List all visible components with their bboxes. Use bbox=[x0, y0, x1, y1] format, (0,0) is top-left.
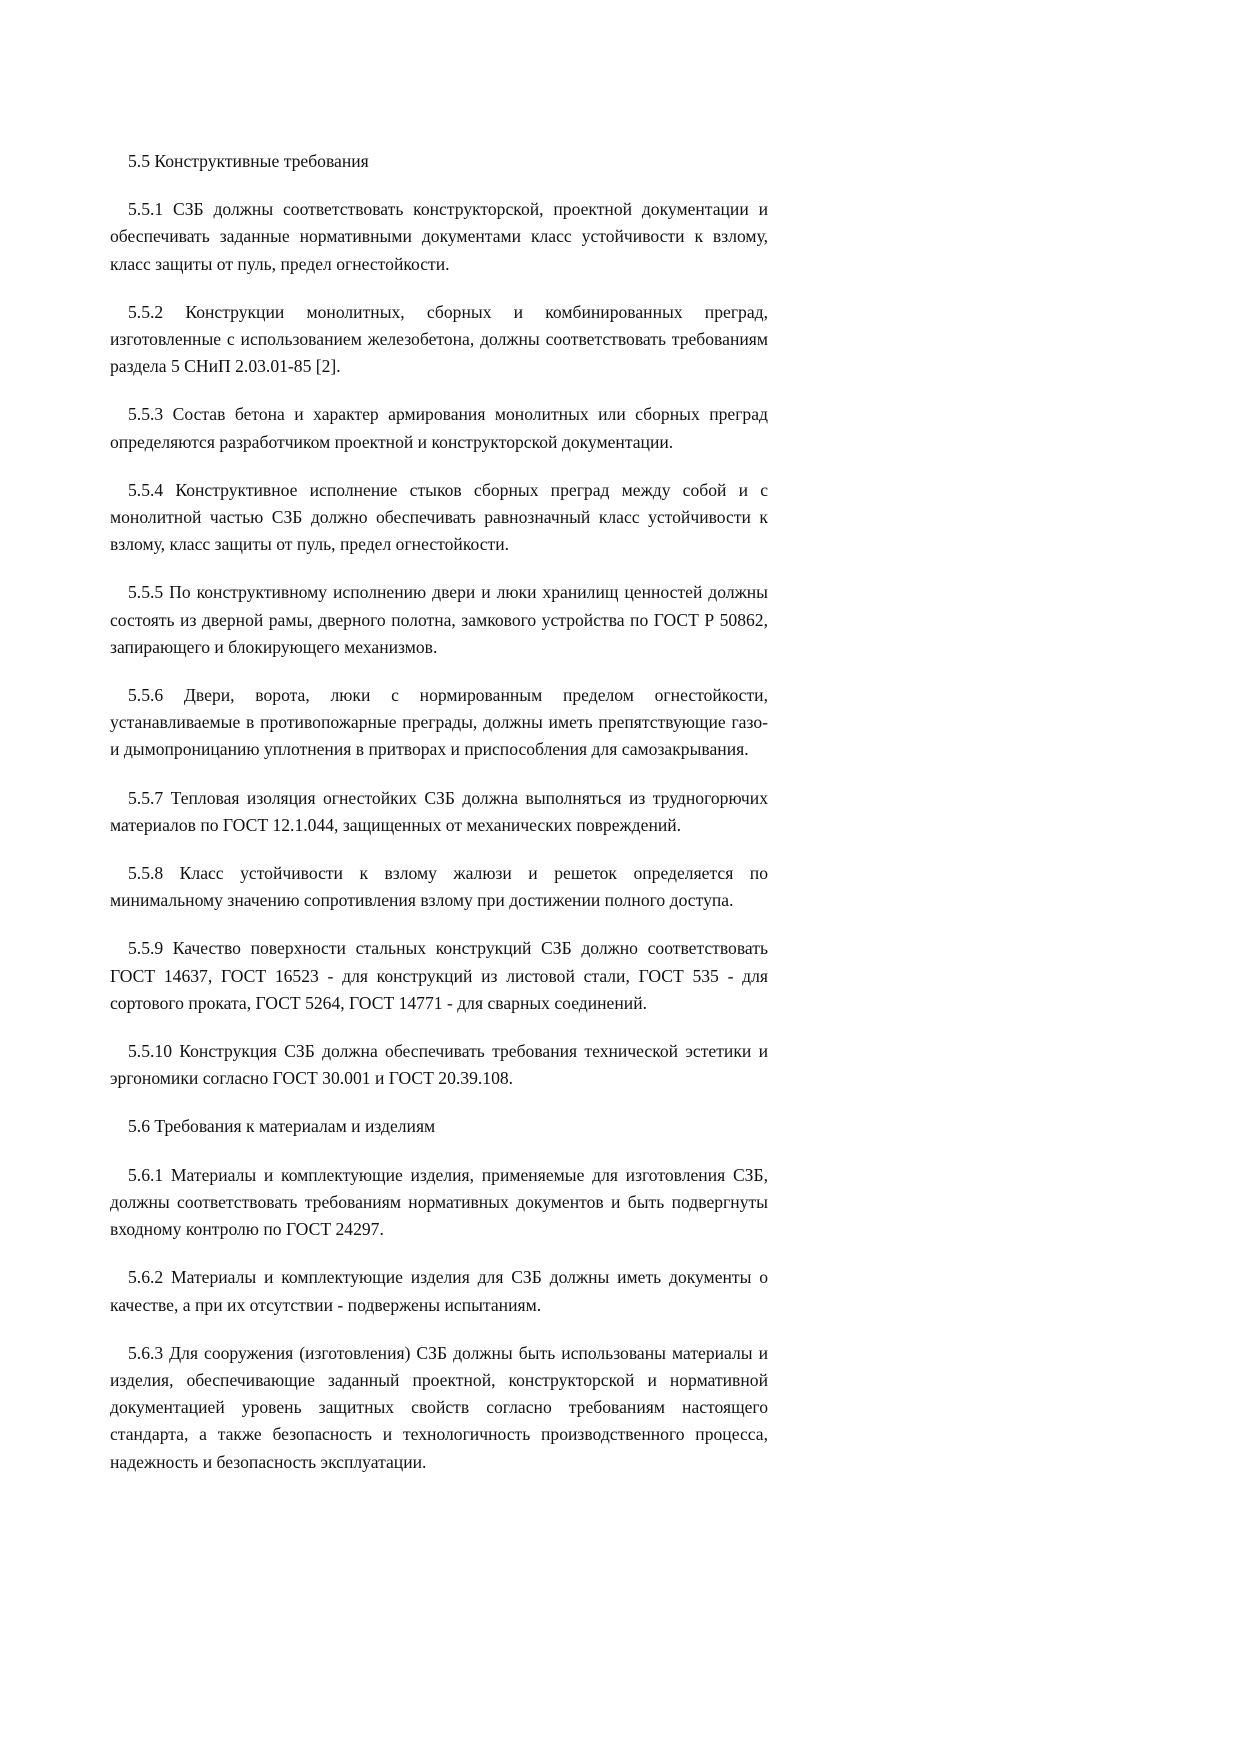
clause-paragraph-5-6-2: 5.6.2 Материалы и комплектующие изделия для СЗБ должны иметь документы о качестве, а при их отсутствии - подвержены испытаниям. bbox=[110, 1267, 768, 1315]
clause-paragraph-5-6-3: 5.6.3 Для сооружения (изготовления) СЗБ должны быть использованы материалы и изделия, обеспечивающие заданный проектной, конструкторской и нормативной документацией уровень защитных свойств согласно требованиям настоящего стандарта, а также безопасность и технологичность производственного процесса, надежность и безопасность эксплуатации. bbox=[110, 1342, 768, 1472]
clause-paragraph-5-5-6: 5.5.6 Двери, ворота, люки с нормированным пределом огнестойкости, устанавливаемые в противопожарные преграды, должны иметь препятствующие газо- и дымопроницанию уплотнения в притворах и приспособления для самозакрывания. bbox=[110, 685, 768, 760]
clause-paragraph-5-6-1: 5.6.1 Материалы и комплектующие изделия, применяемые для изготовления СЗБ, должны соответствовать требованиям нормативных документов и быть подвергнуты входному контролю по ГОСТ 24297. bbox=[110, 1164, 768, 1240]
clause-paragraph-5-5-4: 5.5.4 Конструктивное исполнение стыков сборных преград между собой и с монолитной частью СЗБ должно обеспечивать равнозначный класс устойчивости к взлому, класс защиты от пуль, предел огнестойкости. bbox=[110, 479, 768, 555]
clause-paragraph-5-5-3: 5.5.3 Состав бетона и характер армирования монолитных или сборных преград определяются разработчиком проектной и конструкторской документации. bbox=[110, 404, 768, 452]
clause-paragraph-5-5-1: 5.5.1 СЗБ должны соответствовать конструкторской, проектной документации и обеспечивать заданные нормативными документами класс устойчивости к взлому, класс защиты от пуль, предел огнестойкости. bbox=[110, 199, 768, 274]
clause-paragraph-5-5-7: 5.5.7 Тепловая изоляция огнестойких СЗБ должна выполняться из трудногорючих материалов по ГОСТ 12.1.044, защищенных от механических повреждений. bbox=[110, 787, 768, 835]
clause-paragraph-5-5-2: 5.5.2 Конструкции монолитных, сборных и комбинированных преград, изготовленные с использованием железобетона, должны соответствовать требованиям раздела 5 СНиП 2.03.01-85 [2]. bbox=[110, 301, 768, 377]
clause-paragraph-5-5-8: 5.5.8 Класс устойчивости к взлому жалюзи и решеток определяется по минимальному значению сопротивления взлому при достижении полного доступа. bbox=[110, 863, 768, 911]
clause-paragraph-5-5-9: 5.5.9 Качество поверхности стальных конструкций СЗБ должно соответствовать ГОСТ 14637, ГОСТ 16523 - для конструкций из листовой стали, ГОСТ 535 - для сортового проката, ГОСТ 5264, ГОСТ 14771 - для сварных соединений. bbox=[110, 938, 768, 1013]
document-text-column bbox=[110, 148, 768, 1476]
clause-heading-5-5: 5.5 Конструктивные требования bbox=[128, 151, 369, 171]
clause-paragraph-5-5-10: 5.5.10 Конструкция СЗБ должна обеспечивать требования технической эстетики и эргономики согласно ГОСТ 30.001 и ГОСТ 20.39.108. bbox=[110, 1041, 768, 1089]
clause-heading-5-6: 5.6 Требования к материалам и изделиям bbox=[128, 1116, 436, 1137]
clause-paragraph-5-5-5: 5.5.5 По конструктивному исполнению двери и люки хранилищ ценностей должны состоять из дверной рамы, дверного полотна, замкового устройства по ГОСТ Р 50862, запирающего и блокирующего механизмов. bbox=[110, 582, 768, 657]
